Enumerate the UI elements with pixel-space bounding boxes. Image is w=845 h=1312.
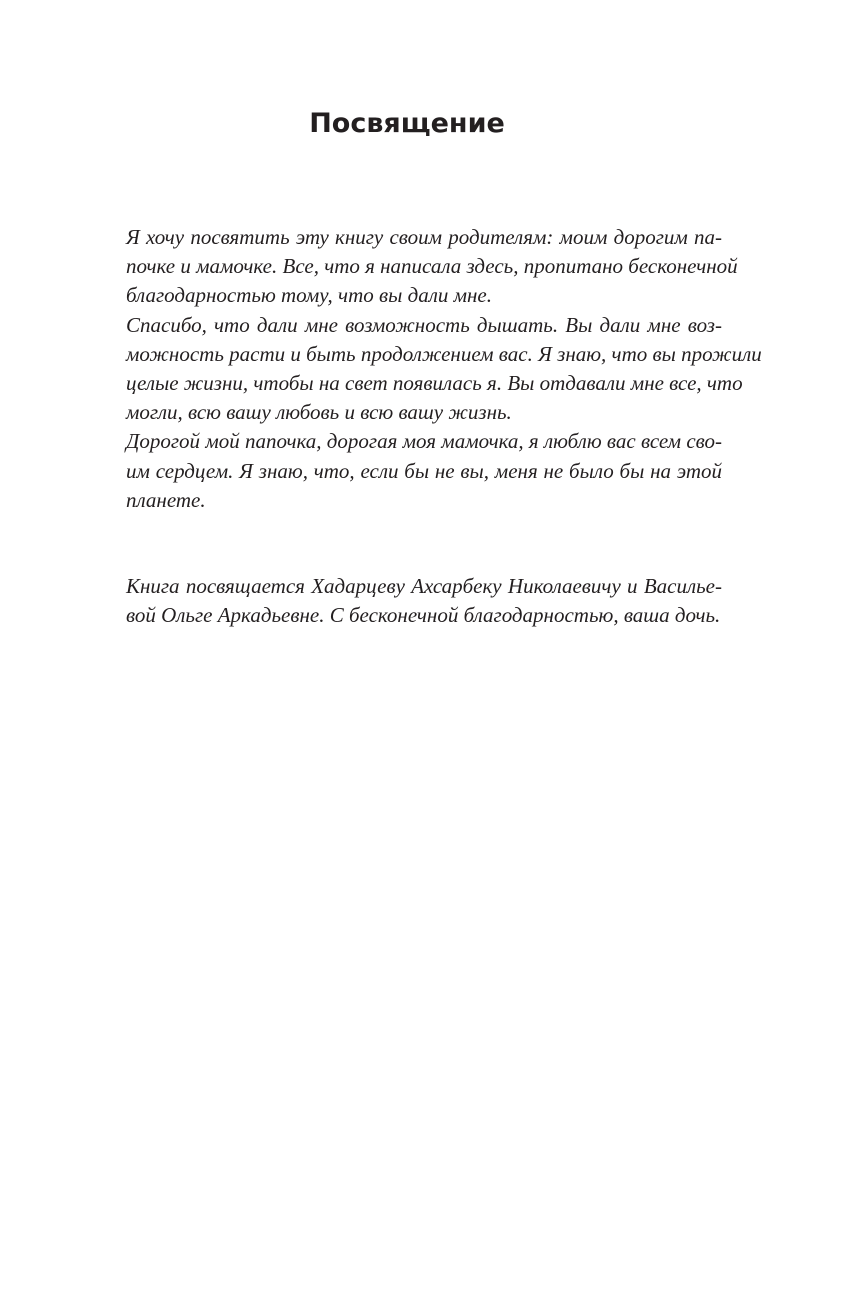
dedication-note xyxy=(96,572,722,630)
paragraph-1 xyxy=(96,223,738,311)
text-line: им сердцем. Я знаю, что, если бы не вы, меня не было бы на этой xyxy=(126,458,722,483)
text-line: Дорогой мой папочка, дорогая моя мамочка, я люблю вас всем сво- xyxy=(126,429,722,454)
text-line: Я хочу посвятить эту книгу своим родителям: моим дорогим па- xyxy=(126,225,722,249)
text-line: Книга посвящается Хадарцеву Ахсарбеку Николаевичу и Василье- xyxy=(126,574,722,598)
paragraph-2 xyxy=(96,311,762,428)
text-line: Спасибо, что дали мне возможность дышать. Вы дали мне воз- xyxy=(126,312,722,337)
text-line: вой Ольге Аркадьевне. С бесконечной благодарностью, ваша дочь. xyxy=(126,603,721,628)
text-line: планете. xyxy=(126,487,206,512)
text-line: благодарностью тому, что вы дали мне. xyxy=(126,283,492,308)
text-line: могли, всю вашу любовь и всю вашу жизнь. xyxy=(126,400,512,425)
dedication-paragraph xyxy=(96,572,722,630)
paragraph-3 xyxy=(96,427,722,515)
page-title: Посвящение xyxy=(309,108,505,139)
text-line: почке и мамочке. Все, что я написала здесь, пропитано бесконечной xyxy=(126,254,738,279)
text-line: можность расти и быть продолжением вас. Я знаю, что вы прожили xyxy=(126,341,762,366)
text-line: целые жизни, чтобы на свет появилась я. Вы отдавали мне все, что xyxy=(126,371,743,396)
dedication-text xyxy=(96,223,762,515)
